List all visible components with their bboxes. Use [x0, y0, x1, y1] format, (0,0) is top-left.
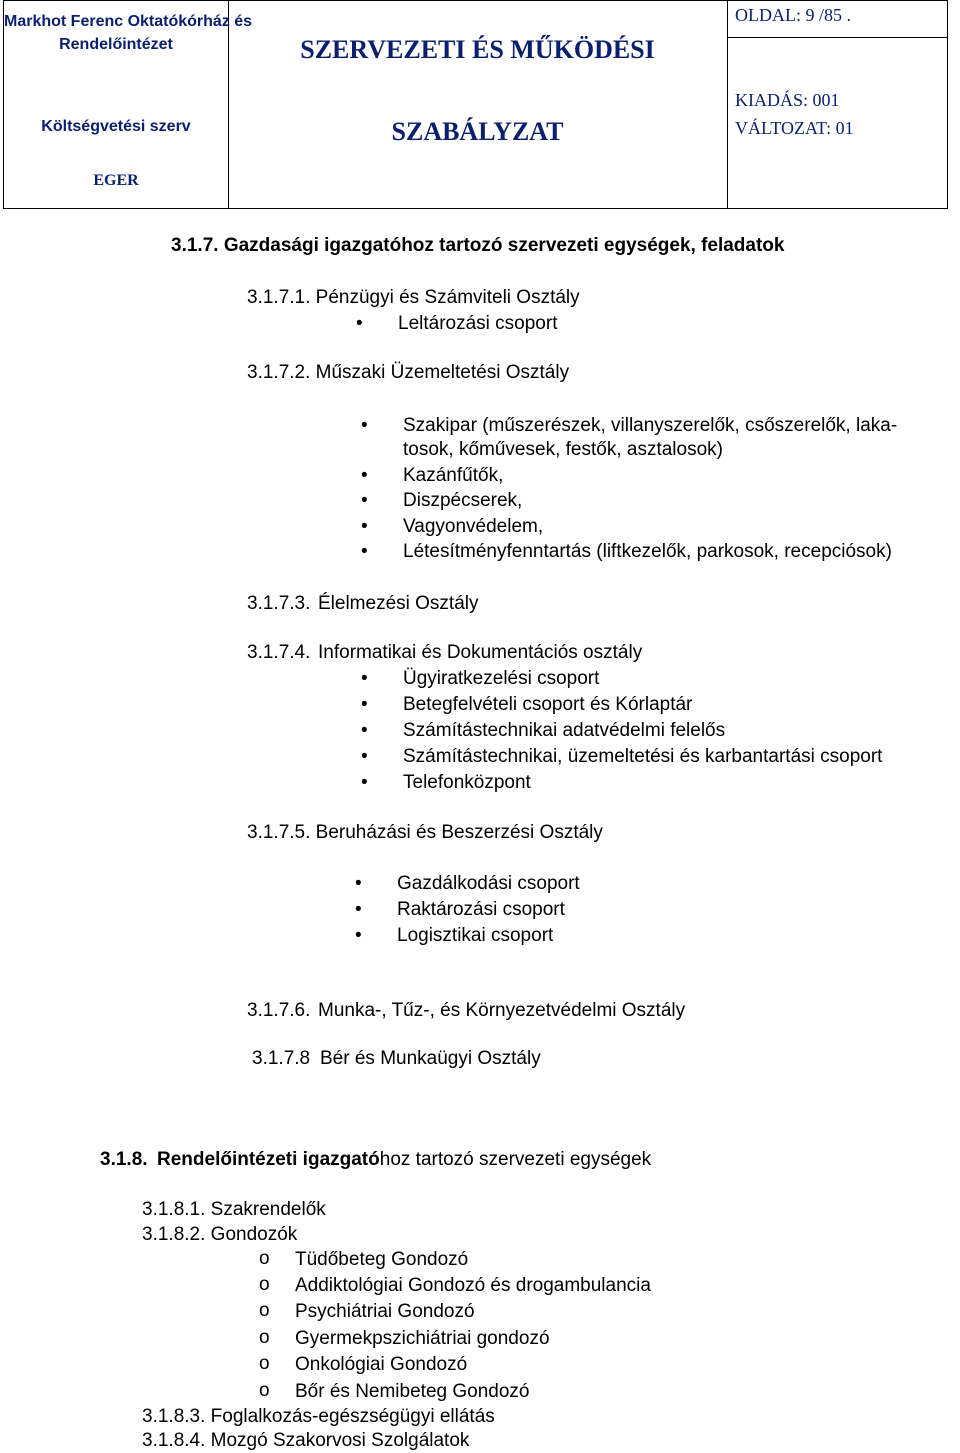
- list-item-continuation: tosok, kőművesek, festők, asztalosok): [403, 439, 723, 460]
- subsection-3176-number: 3.1.7.6.: [247, 1000, 311, 1021]
- subsection-3171: 3.1.7.1. Pénzügyi és Számviteli Osztály: [247, 287, 580, 308]
- list-item: o Bőr és Nemibeteg Gondozó: [295, 1381, 529, 1403]
- subsection-3173-title: Élelmezési Osztály: [318, 593, 479, 614]
- list-item: • Leltározási csoport: [398, 313, 557, 335]
- edition: KIADÁS: 001: [735, 90, 840, 110]
- list-item: o Onkológiai Gondozó: [295, 1354, 467, 1376]
- section-heading-318-number: 3.1.8.: [100, 1149, 148, 1170]
- org-name-line2: Rendelőintézet: [59, 36, 173, 53]
- document-header: [3, 0, 948, 209]
- subsection-3175: 3.1.7.5. Beruházási és Beszerzési Osztály: [247, 822, 603, 843]
- subsection-3174-title: Informatikai és Dokumentációs osztály: [318, 642, 643, 663]
- page-number: OLDAL: 9 /85 .: [735, 5, 851, 25]
- list-item: o Gyermekpszichiátriai gondozó: [295, 1328, 550, 1350]
- subsection-3182: 3.1.8.2. Gondozók: [142, 1224, 298, 1245]
- list-item: • Betegfelvételi csoport és Kórlaptár: [403, 694, 692, 716]
- list-item: • Gazdálkodási csoport: [397, 873, 580, 895]
- list-item: • Telefonközpont: [403, 772, 531, 794]
- section-heading-318: [157, 1149, 651, 1171]
- list-item: • Kazánfűtők,: [403, 465, 503, 487]
- list-item: • Szakipar (műszerészek, villanyszerelők, csőszerelők, laka-: [403, 415, 897, 437]
- subsection-3181: 3.1.8.1. Szakrendelők: [142, 1199, 326, 1220]
- list-item: • Számítástechnikai, üzemeltetési és karbantartási csoport: [403, 746, 882, 768]
- org-name-line1: Markhot Ferenc Oktatókórház és: [4, 13, 253, 30]
- list-item: • Raktározási csoport: [397, 899, 565, 921]
- list-item: • Létesítményfenntartás (liftkezelők, parkosok, recepciósok): [403, 541, 892, 563]
- subsection-3178-number: 3.1.7.8: [252, 1048, 311, 1069]
- list-item: o Tüdőbeteg Gondozó: [295, 1249, 468, 1271]
- list-item: • Diszpécserek,: [403, 490, 522, 512]
- section-heading-318-rest: hoz tartozó szervezeti egységek: [379, 1149, 652, 1170]
- org-city: EGER: [93, 172, 139, 189]
- section-heading-318-bold: Rendelőintézeti igazgató: [157, 1149, 380, 1170]
- subsection-3174-number: 3.1.7.4.: [247, 642, 311, 663]
- list-item: o Addiktológiai Gondozó és drogambulancia: [295, 1275, 651, 1297]
- list-item: • Számítástechnikai adatvédelmi felelős: [403, 720, 725, 742]
- subsection-3178-title: Bér és Munkaügyi Osztály: [320, 1048, 541, 1069]
- list-item: o Psychiátriai Gondozó: [295, 1301, 475, 1323]
- title-line1: SZERVEZETI ÉS MŰKÖDÉSI: [300, 35, 655, 64]
- list-item: • Vagyonvédelem,: [403, 516, 543, 538]
- subsection-3172: 3.1.7.2. Műszaki Üzemeltetési Osztály: [247, 362, 570, 383]
- version: VÁLTOZAT: 01: [735, 118, 854, 138]
- list-item: • Logisztikai csoport: [397, 925, 553, 947]
- subsection-3184: 3.1.8.4. Mozgó Szakorvosi Szolgálatok: [142, 1430, 470, 1451]
- subsection-3176-title: Munka-, Tűz-, és Környezetvédelmi Osztály: [318, 1000, 686, 1021]
- title-line2: SZABÁLYZAT: [391, 117, 564, 146]
- subsection-3183: 3.1.8.3. Foglalkozás-egészségügyi ellátás: [142, 1406, 495, 1427]
- subsection-3173-number: 3.1.7.3.: [247, 593, 311, 614]
- section-heading-317: 3.1.7. Gazdasági igazgatóhoz tartozó szervezeti egységek, feladatok: [171, 235, 785, 256]
- list-item: • Ügyiratkezelési csoport: [403, 668, 599, 690]
- org-type: Költségvetési szerv: [41, 118, 191, 135]
